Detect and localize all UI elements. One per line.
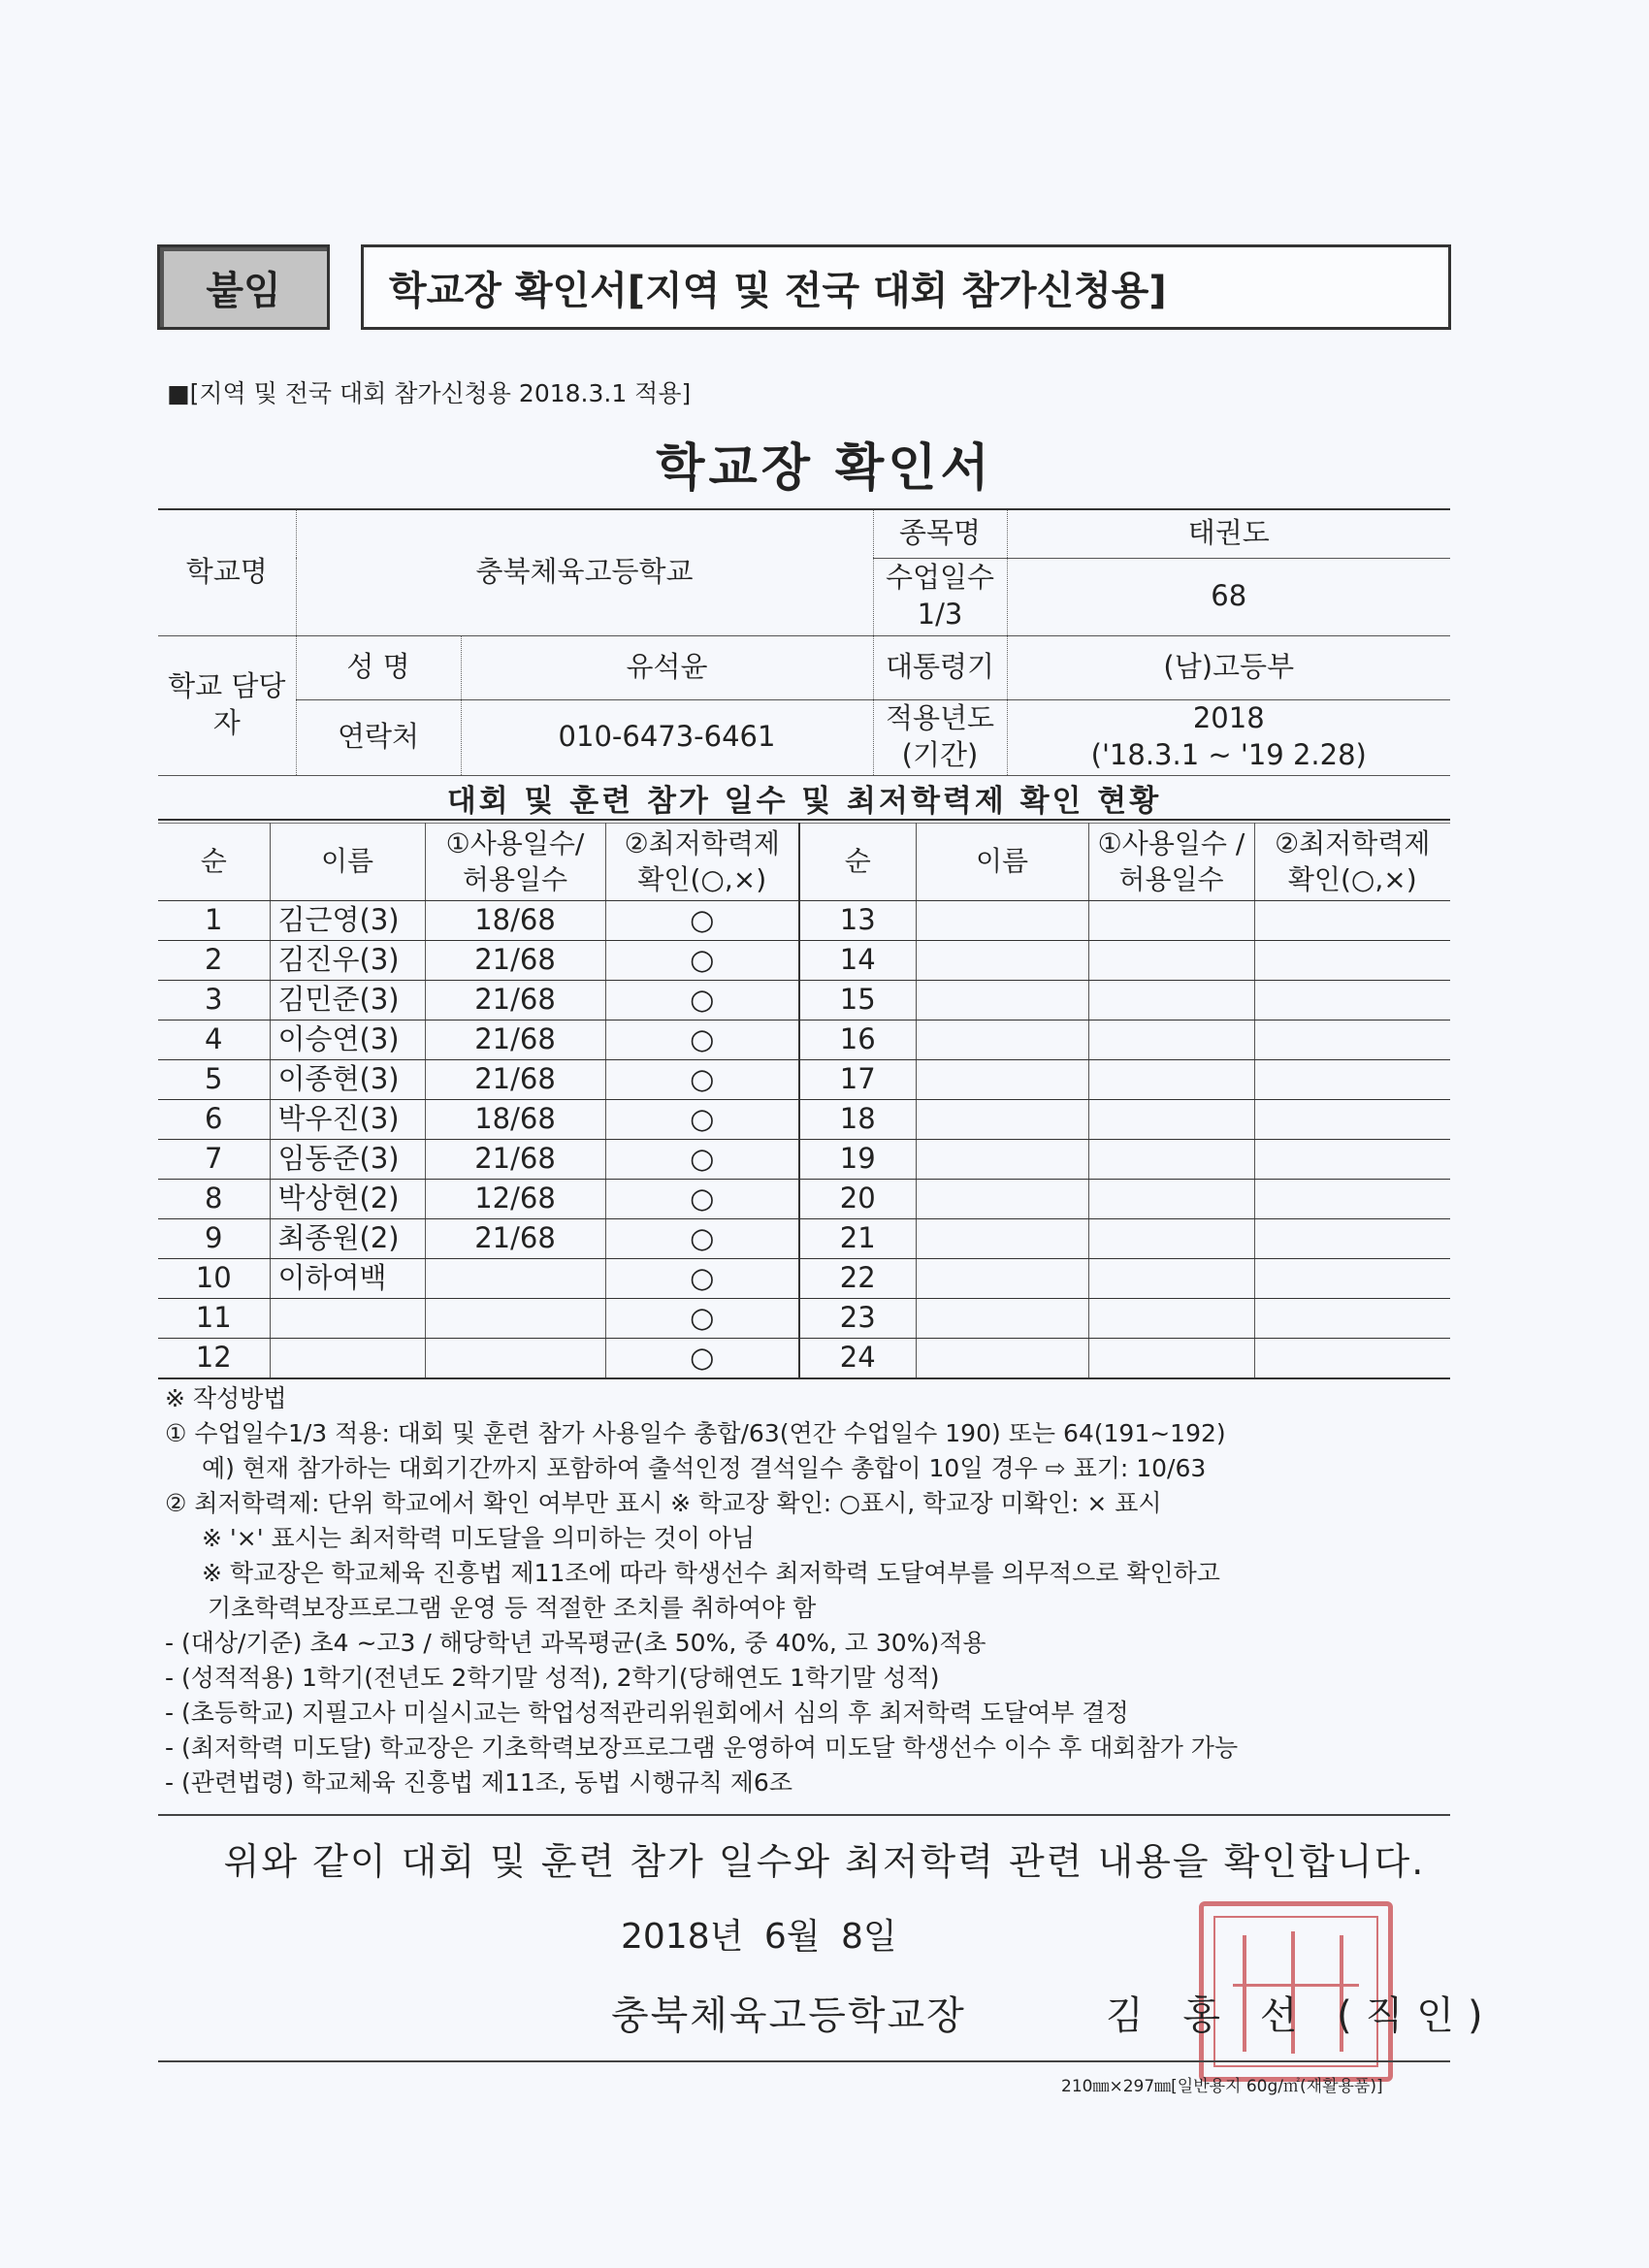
class-days-label: 수업일수 1/3: [873, 558, 1007, 635]
row-name: 이하여백: [270, 1259, 425, 1299]
row-days: 21/68: [425, 941, 605, 981]
principal-name: 김 홍 선 (직인): [1106, 1993, 1497, 2038]
table-row: [158, 1180, 1450, 1219]
note-heading: ※ 작성방법: [165, 1384, 287, 1412]
col-name: 이름: [270, 824, 425, 901]
school-name-label: 학교명: [158, 509, 296, 635]
row-days-right: [1088, 1339, 1254, 1378]
row-no-right: 22: [799, 1259, 916, 1299]
row-days: 18/68: [425, 901, 605, 941]
row-name-right: [916, 1100, 1088, 1140]
row-no: 4: [158, 1021, 270, 1060]
row-check-right: [1254, 981, 1450, 1021]
paper-spec: 210㎜×297㎜[일반용지 60g/㎡(재활용품)]: [1061, 2077, 1383, 2096]
row-days-right: [1088, 901, 1254, 941]
row-no-right: 20: [799, 1180, 916, 1219]
table-row: [158, 1140, 1450, 1180]
section-title: 대회 및 훈련 참가 일수 및 최저학력제 확인 현황: [158, 776, 1450, 821]
table-row: [158, 1259, 1450, 1299]
row-check-right: [1254, 1060, 1450, 1100]
row-no: 10: [158, 1259, 270, 1299]
table-row: [158, 1100, 1450, 1140]
table-row: [158, 1299, 1450, 1339]
school-name-value: 충북체육고등학교: [296, 509, 873, 635]
row-check-right: [1254, 1259, 1450, 1299]
row-name: 최종원(2): [270, 1219, 425, 1259]
row-no-right: 14: [799, 941, 916, 981]
row-check: ○: [605, 901, 799, 941]
instructions: [165, 1381, 1455, 1800]
row-check-right: [1254, 941, 1450, 981]
row-no: 7: [158, 1140, 270, 1180]
row-days: 21/68: [425, 1060, 605, 1100]
row-days: [425, 1339, 605, 1378]
row-check: ○: [605, 1060, 799, 1100]
phone-value: 010-6473-6461: [461, 699, 873, 775]
note-item: ② 최저학력제: 단위 학교에서 확인 여부만 표시 ※ 학교장 확인: ○표시, 학교장 미확인: × 표시: [165, 1489, 1162, 1517]
row-name-right: [916, 1259, 1088, 1299]
row-name-right: [916, 1140, 1088, 1180]
event-label: 대통령기: [873, 635, 1007, 699]
row-name: 이종현(3): [270, 1060, 425, 1100]
row-no: 2: [158, 941, 270, 981]
row-check: ○: [605, 1140, 799, 1180]
row-name: 김민준(3): [270, 981, 425, 1021]
row-name-right: [916, 1021, 1088, 1060]
sport-label: 종목명: [873, 509, 1007, 558]
table-row: [158, 941, 1450, 981]
row-check-right: [1254, 1100, 1450, 1140]
row-name-right: [916, 1299, 1088, 1339]
row-no: 11: [158, 1299, 270, 1339]
class-days-value: 68: [1007, 558, 1450, 635]
col-no: 순: [158, 824, 270, 901]
confirmation-text: 위와 같이 대회 및 훈련 참가 일수와 최저학력 관련 내용을 확인합니다.: [223, 1840, 1426, 1883]
row-no: 9: [158, 1219, 270, 1259]
row-check: ○: [605, 1339, 799, 1378]
name-value: 유석윤: [461, 635, 873, 699]
row-check: ○: [605, 1180, 799, 1219]
note-item: ※ '×' 표시는 최저학력 미도달을 의미하는 것이 아님: [202, 1524, 756, 1552]
row-no: 5: [158, 1060, 270, 1100]
table-row: [158, 1219, 1450, 1259]
row-name-right: [916, 1339, 1088, 1378]
row-check: ○: [605, 1299, 799, 1339]
note-item: ① 수업일수1/3 적용: 대회 및 훈련 참가 사용일수 총합/63(연간 수업일수 190) 또는 64(191~192): [165, 1419, 1226, 1447]
row-no: 1: [158, 901, 270, 941]
row-days: [425, 1259, 605, 1299]
row-name-right: [916, 1060, 1088, 1100]
row-no: 6: [158, 1100, 270, 1140]
table-row: [158, 981, 1450, 1021]
note-item: 기초학력보장프로그램 운영 등 적절한 조치를 취하여야 함: [208, 1594, 817, 1622]
row-days-right: [1088, 1060, 1254, 1100]
phone-label: 연락처: [296, 699, 461, 775]
school-info-table: [158, 508, 1450, 776]
row-days-right: [1088, 1100, 1254, 1140]
col-days-right: ①사용일수 /허용일수: [1088, 824, 1254, 901]
col-name-right: 이름: [916, 824, 1088, 901]
note-item: - (대상/기준) 초4 ~고3 / 해당학년 과목평균(초 50%, 중 40%, 고 30%)적용: [165, 1629, 986, 1657]
issue-date: 2018년 6월 8일: [621, 1917, 897, 1957]
row-days: 21/68: [425, 1021, 605, 1060]
row-days: 21/68: [425, 1219, 605, 1259]
row-no: 12: [158, 1339, 270, 1378]
row-days-right: [1088, 1219, 1254, 1259]
table-row: [158, 901, 1450, 941]
row-check: ○: [605, 1219, 799, 1259]
note-item: ※ 학교장은 학교체육 진흥법 제11조에 따라 학생선수 최저학력 도달여부를 의무적으로 확인하고: [202, 1559, 1220, 1587]
table-row: [158, 1021, 1450, 1060]
year-label: 적용년도 (기간): [873, 699, 1007, 775]
row-days-right: [1088, 1180, 1254, 1219]
row-no-right: 19: [799, 1140, 916, 1180]
row-check-right: [1254, 1339, 1450, 1378]
row-name: [270, 1339, 425, 1378]
row-check-right: [1254, 901, 1450, 941]
year-cell: [1007, 699, 1450, 775]
attachment-title: 학교장 확인서[지역 및 전국 대회 참가신청용]: [361, 244, 1451, 330]
row-check: ○: [605, 941, 799, 981]
row-check-right: [1254, 1299, 1450, 1339]
attachment-tag: 붙임: [157, 244, 330, 330]
row-name-right: [916, 1219, 1088, 1259]
row-name: 박상현(2): [270, 1180, 425, 1219]
row-name-right: [916, 901, 1088, 941]
row-no-right: 16: [799, 1021, 916, 1060]
row-name-right: [916, 1180, 1088, 1219]
row-check: ○: [605, 1100, 799, 1140]
row-no-right: 23: [799, 1299, 916, 1339]
row-check-right: [1254, 1180, 1450, 1219]
row-check-right: [1254, 1140, 1450, 1180]
year-value: 2018: [1192, 701, 1265, 735]
event-value: (남)고등부: [1007, 635, 1450, 699]
row-name: 김진우(3): [270, 941, 425, 981]
row-no: 8: [158, 1180, 270, 1219]
row-days: 21/68: [425, 981, 605, 1021]
note-item: - (성적적용) 1학기(전년도 2학기말 성적), 2학기(당해연도 1학기말 성적): [165, 1664, 940, 1692]
signer-title: 충북체육고등학교장: [611, 1993, 966, 2038]
contact-person-label: 학교 담당자: [158, 635, 296, 775]
row-name: 박우진(3): [270, 1100, 425, 1140]
document-title: 학교장 확인서: [656, 439, 993, 498]
row-days-right: [1088, 941, 1254, 981]
row-name-right: [916, 941, 1088, 981]
participation-table: [158, 823, 1450, 1379]
row-check: ○: [605, 1259, 799, 1299]
col-check: ②최저학력제 확인(○,×): [605, 824, 799, 901]
row-days-right: [1088, 1021, 1254, 1060]
table-row: [158, 1339, 1450, 1378]
col-no-right: 순: [799, 824, 916, 901]
col-check-right: ②최저학력제 확인(○,×): [1254, 824, 1450, 901]
divider: [158, 1814, 1450, 1816]
row-days-right: [1088, 1259, 1254, 1299]
row-days: [425, 1299, 605, 1339]
divider: [158, 2060, 1450, 2062]
row-name: 임동준(3): [270, 1140, 425, 1180]
row-days-right: [1088, 981, 1254, 1021]
attachment-header: [157, 244, 1451, 330]
row-days: 18/68: [425, 1100, 605, 1140]
row-no-right: 24: [799, 1339, 916, 1378]
row-name-right: [916, 981, 1088, 1021]
row-check: ○: [605, 981, 799, 1021]
col-days: ①사용일수/ 허용일수: [425, 824, 605, 901]
row-no-right: 13: [799, 901, 916, 941]
row-name: [270, 1299, 425, 1339]
row-days-right: [1088, 1299, 1254, 1339]
row-no-right: 21: [799, 1219, 916, 1259]
row-check: ○: [605, 1021, 799, 1060]
row-days: 12/68: [425, 1180, 605, 1219]
row-days: 21/68: [425, 1140, 605, 1180]
row-no-right: 15: [799, 981, 916, 1021]
name-label: 성 명: [296, 635, 461, 699]
note-item: - (초등학교) 지필고사 미실시교는 학업성적관리위원회에서 심의 후 최저학력 도달여부 결정: [165, 1699, 1129, 1727]
sport-value: 태권도: [1007, 509, 1450, 558]
row-no-right: 17: [799, 1060, 916, 1100]
table-row: [158, 1060, 1450, 1100]
row-no-right: 18: [799, 1100, 916, 1140]
year-period: ('18.3.1 ~ '19 2.28): [1090, 738, 1367, 771]
row-name: 김근영(3): [270, 901, 425, 941]
form-usage-label: ■[지역 및 전국 대회 참가신청용 2018.3.1 적용]: [167, 379, 692, 407]
note-item: 예) 현재 참가하는 대회기간까지 포함하여 출석인정 결석일수 총합이 10일 경우 ⇨ 표기: 10/63: [202, 1454, 1207, 1482]
row-days-right: [1088, 1140, 1254, 1180]
row-name: 이승연(3): [270, 1021, 425, 1060]
row-check-right: [1254, 1219, 1450, 1259]
note-item: - (관련법령) 학교체육 진흥법 제11조, 동법 시행규칙 제6조: [165, 1768, 792, 1797]
note-item: - (최저학력 미도달) 학교장은 기초학력보장프로그램 운영하여 미도달 학생선수 이수 후 대회참가 가능: [165, 1733, 1239, 1762]
row-check-right: [1254, 1021, 1450, 1060]
row-no: 3: [158, 981, 270, 1021]
